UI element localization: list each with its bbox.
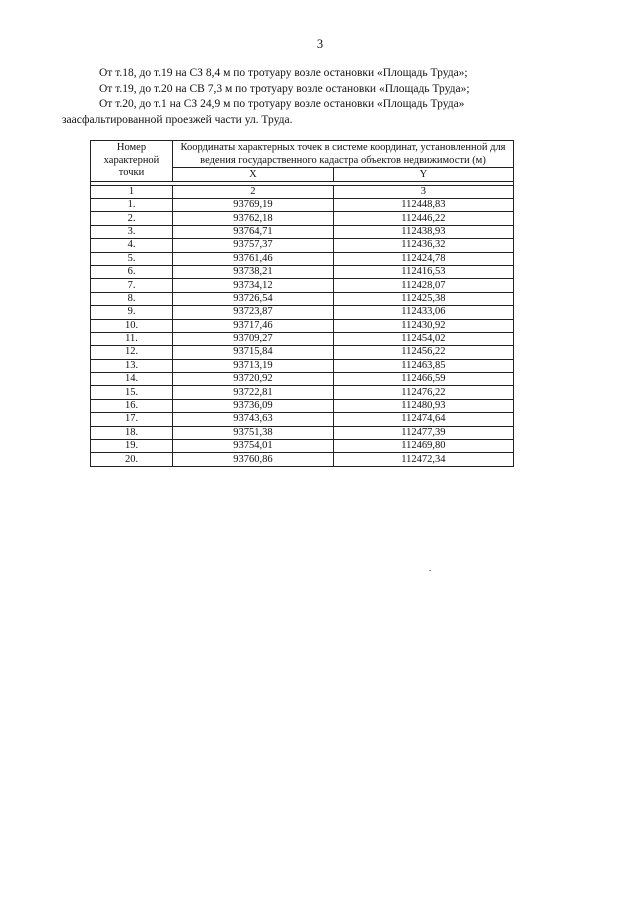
y-coordinate-cell: 112433,06: [333, 306, 513, 319]
y-coordinate-cell: 112416,53: [333, 265, 513, 278]
point-number-cell: 7.: [91, 279, 173, 292]
point-number-cell: 14.: [91, 373, 173, 386]
table-row: [91, 346, 514, 359]
point-number-cell: 19.: [91, 440, 173, 453]
x-coordinate-cell: 93723,87: [173, 306, 334, 319]
x-coordinate-cell: 93757,37: [173, 239, 334, 252]
x-coordinate-cell: 93769,19: [173, 199, 334, 212]
y-coordinate-cell: 112454,02: [333, 332, 513, 345]
x-coordinate-cell: 93762,18: [173, 212, 334, 225]
table-row: [91, 319, 514, 332]
table-row: [91, 306, 514, 319]
table-row: [91, 413, 514, 426]
table-row: [91, 265, 514, 278]
point-number-cell: 8.: [91, 292, 173, 305]
x-coordinate-cell: 93764,71: [173, 225, 334, 238]
y-coordinate-cell: 112466,59: [333, 373, 513, 386]
table-row: [91, 399, 514, 412]
x-coordinate-cell: 93709,27: [173, 332, 334, 345]
y-coordinate-cell: 112456,22: [333, 346, 513, 359]
point-number-cell: 4.: [91, 239, 173, 252]
point-number-cell: 15.: [91, 386, 173, 399]
y-coordinate-cell: 112477,39: [333, 426, 513, 439]
y-coordinate-cell: 112474,64: [333, 413, 513, 426]
table-row: [91, 426, 514, 439]
point-number-cell: 2.: [91, 212, 173, 225]
x-coordinate-cell: 93734,12: [173, 279, 334, 292]
x-coordinate-cell: 93761,46: [173, 252, 334, 265]
table-row: [91, 199, 514, 212]
x-coordinate-cell: 93722,81: [173, 386, 334, 399]
table-row: [91, 279, 514, 292]
y-coordinate-cell: 112480,93: [333, 399, 513, 412]
table-row: [91, 440, 514, 453]
table-row: [91, 225, 514, 238]
y-coordinate-cell: 112430,92: [333, 319, 513, 332]
paragraph-segment-20-1-line2: заасфальтированной проезжей части ул. Труда.: [62, 113, 293, 126]
table-row: [91, 359, 514, 372]
header-y: Y: [333, 168, 513, 182]
x-coordinate-cell: 93713,19: [173, 359, 334, 372]
y-coordinate-cell: 112438,93: [333, 225, 513, 238]
y-coordinate-cell: 112425,38: [333, 292, 513, 305]
scan-speck: [429, 570, 431, 571]
header-x: X: [173, 168, 334, 182]
column-index-3: 3: [333, 186, 513, 199]
coordinates-table: [90, 140, 514, 467]
point-number-cell: 3.: [91, 225, 173, 238]
x-coordinate-cell: 93738,21: [173, 265, 334, 278]
paragraph-segment-18-19: От т.18, до т.19 на СЗ 8,4 м по тротуару возле остановки «Площадь Труда»;: [99, 67, 468, 79]
x-coordinate-cell: 93736,09: [173, 399, 334, 412]
y-coordinate-cell: 112448,83: [333, 199, 513, 212]
paragraph-segment-19-20: От т.19, до т.20 на СВ 7,3 м по тротуару возле остановки «Площадь Труда»;: [99, 82, 470, 95]
x-coordinate-cell: 93751,38: [173, 426, 334, 439]
x-coordinate-cell: 93715,84: [173, 346, 334, 359]
x-coordinate-cell: 93760,86: [173, 453, 334, 466]
table-row: [91, 212, 514, 225]
point-number-cell: 16.: [91, 399, 173, 412]
table-row: [91, 373, 514, 386]
header-coordinates: Координаты характерных точек в системе координат, установленной для ведения государственного кадастра объектов недвижимости (м): [173, 141, 514, 168]
x-coordinate-cell: 93754,01: [173, 440, 334, 453]
point-number-cell: 13.: [91, 359, 173, 372]
y-coordinate-cell: 112446,22: [333, 212, 513, 225]
header-point-number: Номер характерной точки: [91, 141, 173, 182]
point-number-cell: 9.: [91, 306, 173, 319]
x-coordinate-cell: 93726,54: [173, 292, 334, 305]
point-number-cell: 12.: [91, 346, 173, 359]
y-coordinate-cell: 112469,80: [333, 440, 513, 453]
point-number-cell: 5.: [91, 252, 173, 265]
table-row: [91, 453, 514, 466]
x-coordinate-cell: 93720,92: [173, 373, 334, 386]
table-row: [91, 252, 514, 265]
point-number-cell: 6.: [91, 265, 173, 278]
route-description: [62, 66, 602, 128]
column-index-1: 1: [91, 186, 173, 199]
x-coordinate-cell: 93743,63: [173, 413, 334, 426]
table-row: [91, 332, 514, 345]
y-coordinate-cell: 112424,78: [333, 252, 513, 265]
y-coordinate-cell: 112436,32: [333, 239, 513, 252]
point-number-cell: 1.: [91, 199, 173, 212]
y-coordinate-cell: 112463,85: [333, 359, 513, 372]
y-coordinate-cell: 112476,22: [333, 386, 513, 399]
column-index-row: [91, 186, 514, 199]
table-row: [91, 292, 514, 305]
point-number-cell: 20.: [91, 453, 173, 466]
point-number-cell: 18.: [91, 426, 173, 439]
point-number-cell: 10.: [91, 319, 173, 332]
y-coordinate-cell: 112428,07: [333, 279, 513, 292]
paragraph-segment-20-1-line1: От т.20, до т.1 на СЗ 24,9 м по тротуару возле остановки «Площадь Труда»: [99, 98, 465, 110]
page-number: 3: [316, 37, 324, 51]
column-index-2: 2: [173, 186, 334, 199]
paragraph-segment-20-1: [62, 97, 602, 128]
y-coordinate-cell: 112472,34: [333, 453, 513, 466]
table-row: [91, 386, 514, 399]
table-row: [91, 239, 514, 252]
point-number-cell: 17.: [91, 413, 173, 426]
point-number-cell: 11.: [91, 332, 173, 345]
coordinates-body: [91, 182, 514, 467]
x-coordinate-cell: 93717,46: [173, 319, 334, 332]
